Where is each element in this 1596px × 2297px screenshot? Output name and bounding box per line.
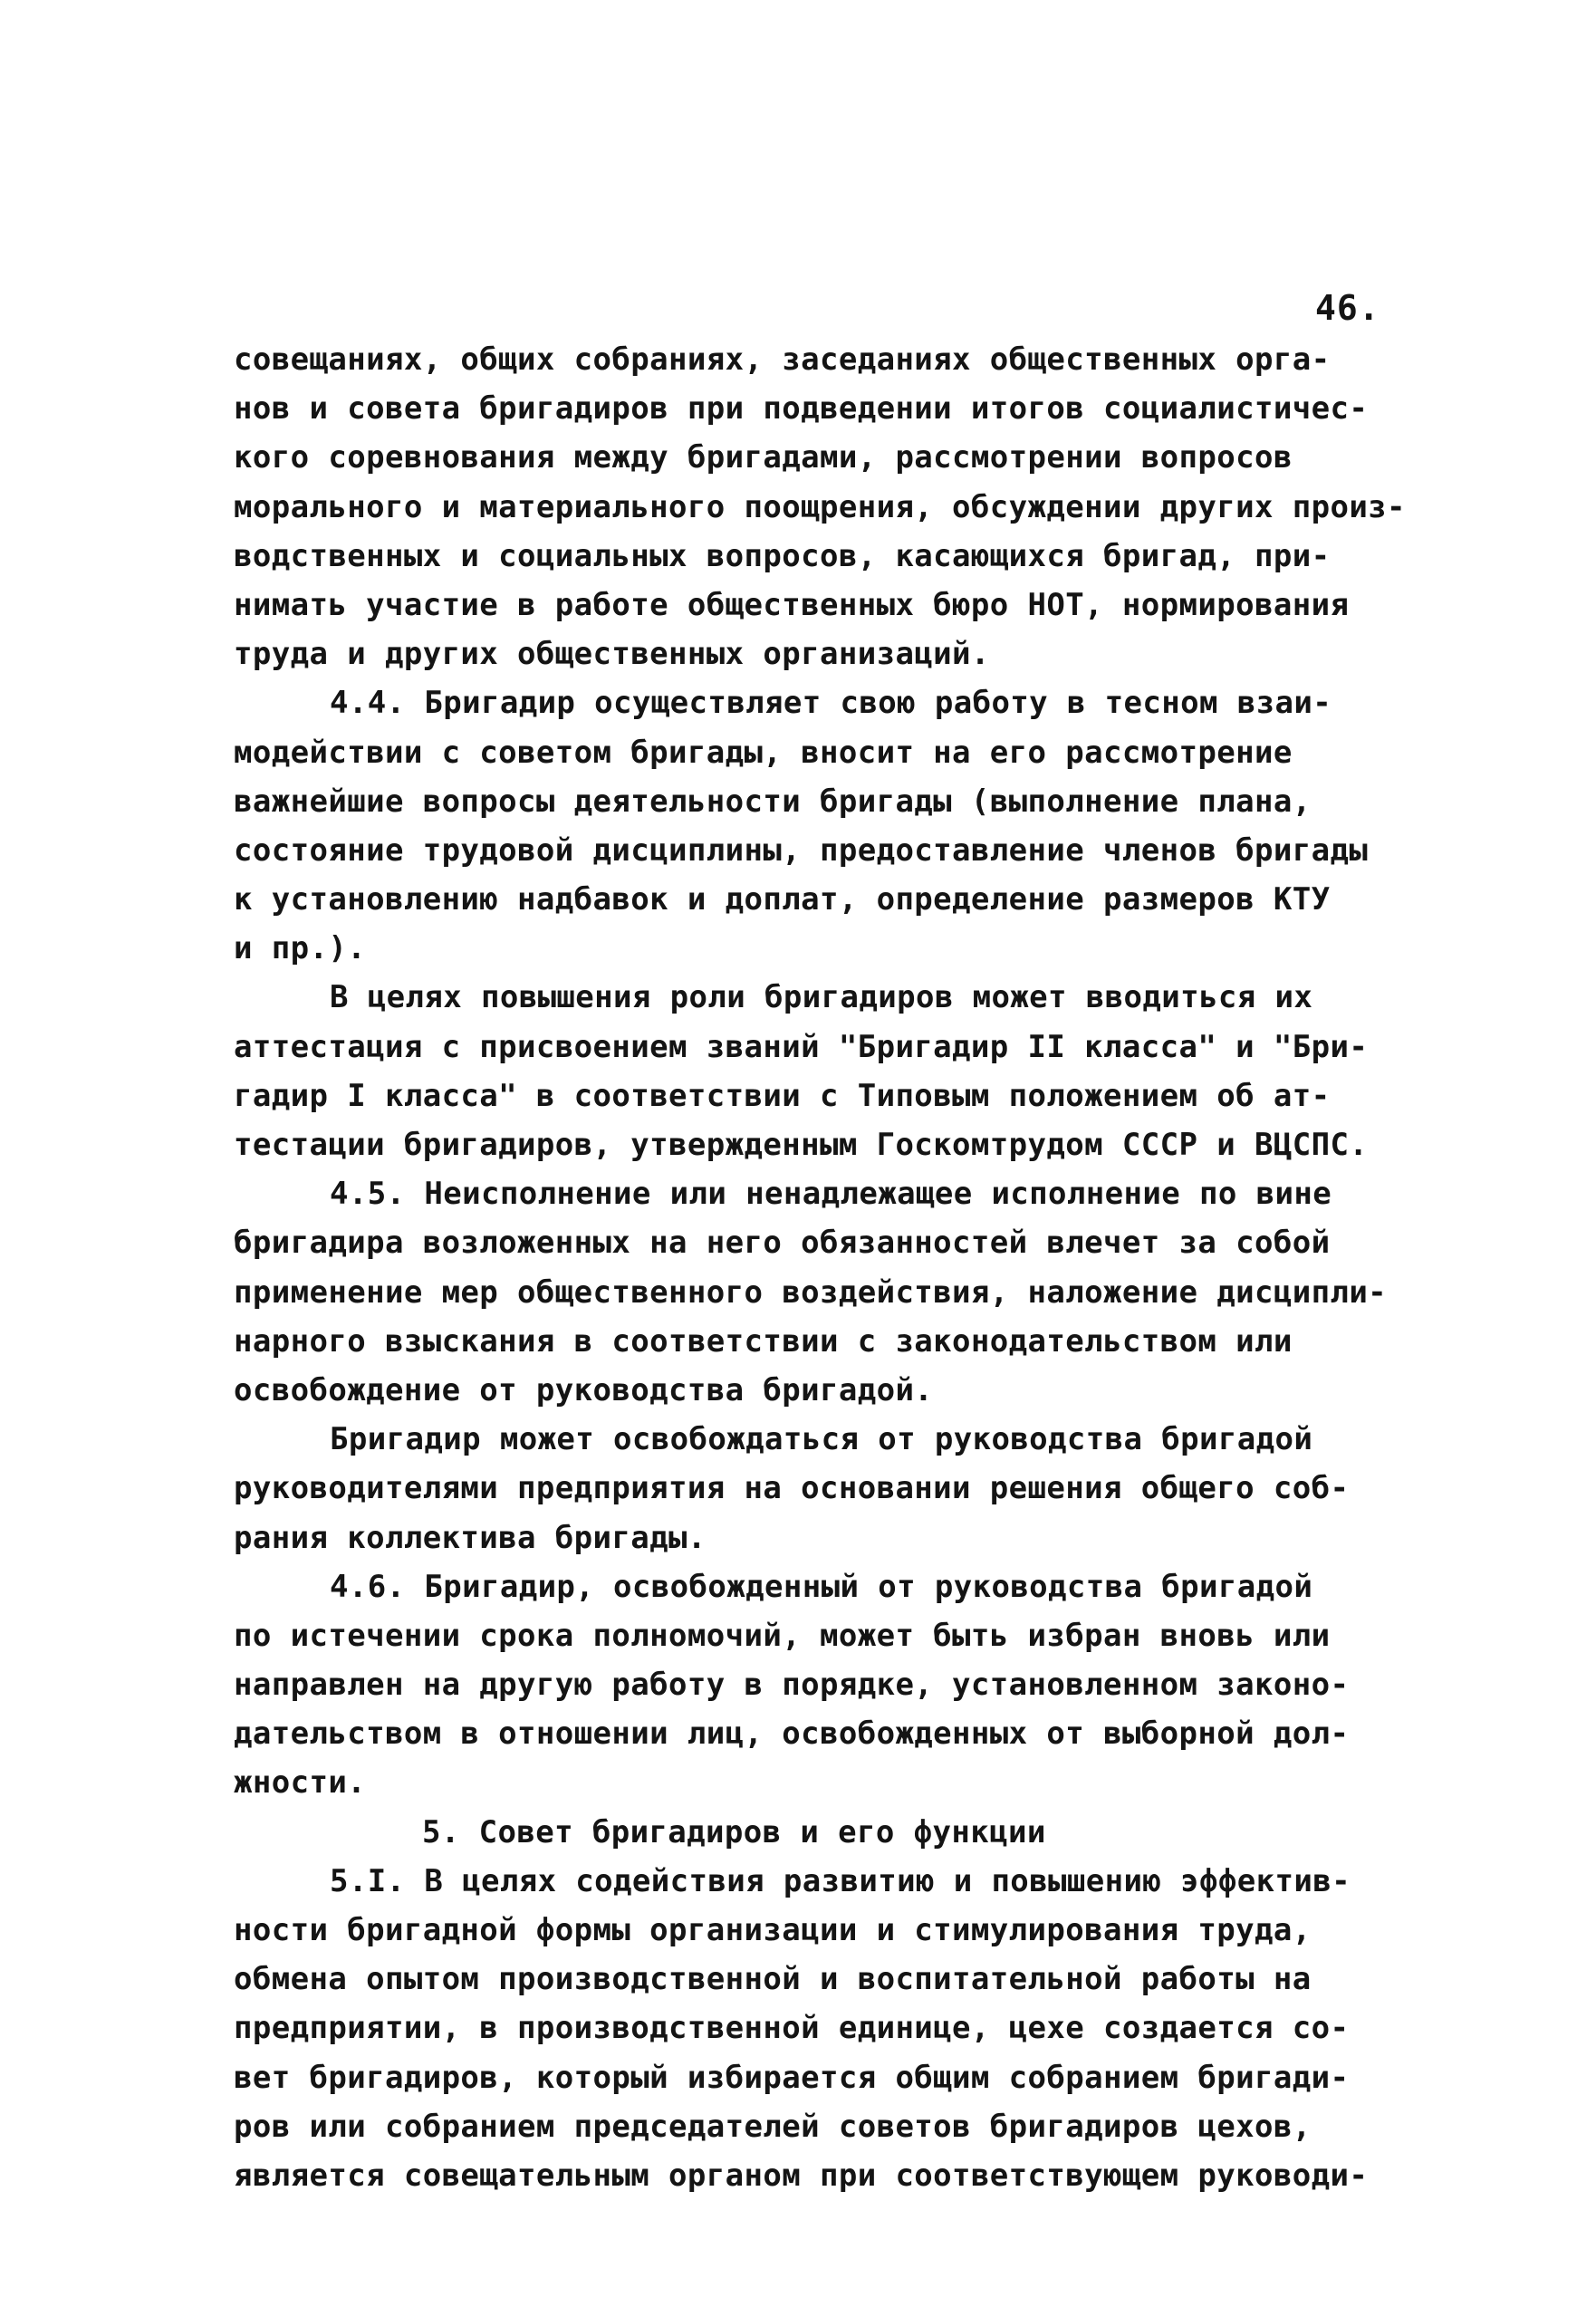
text-line: нов и совета бригадиров при подведении итогов социалистичес- xyxy=(234,390,1369,428)
text-line: модействии с советом бригады, вносит на его рассмотрение xyxy=(234,734,1293,771)
section-heading: 5. Совет бригадиров и его функции xyxy=(422,1813,1046,1850)
text-line: применение мер общественного воздействия, наложение дисципли- xyxy=(234,1273,1388,1311)
text-line: гадир I класса" в соответствии с Типовым положением об ат- xyxy=(234,1077,1331,1114)
text-line: вет бригадиров, который избирается общим собранием бригади- xyxy=(234,2059,1350,2096)
text-line: морального и материального поощрения, обсуждении других произ- xyxy=(234,488,1406,525)
text-line: рания коллектива бригады. xyxy=(234,1519,707,1556)
text-line: совещаниях, общих собраниях, заседаниях общественных орга- xyxy=(234,341,1331,378)
text-line: водственных и социальных вопросов, касающихся бригад, при- xyxy=(234,537,1331,574)
text-line: и пр.). xyxy=(234,930,367,967)
text-line: является совещательным органом при соответствующем руководи- xyxy=(234,2157,1369,2194)
text-line: труда и других общественных организаций. xyxy=(234,636,990,673)
text-line: 4.4. Бригадир осуществляет свою работу в тесном взаи- xyxy=(330,685,1332,722)
text-line: по истечении срока полномочий, может быть избран вновь или xyxy=(234,1617,1331,1654)
text-line: к установлению надбавок и доплат, определение размеров КТУ xyxy=(234,881,1331,918)
text-line: аттестация с присвоением званий "Бригадир II класса" и "Бри- xyxy=(234,1028,1369,1065)
text-line: руководителями предприятия на основании решения общего соб- xyxy=(234,1470,1350,1507)
text-line: нарного взыскания в соответствии с законодательством или xyxy=(234,1322,1293,1360)
text-line: тестации бригадиров, утвержденным Госкомтрудом СССР и ВЦСПС. xyxy=(234,1127,1369,1163)
text-line: направлен на другую работу в порядке, установленном законо- xyxy=(234,1667,1350,1704)
text-line: бригадира возложенных на него обязанностей влечет за собой xyxy=(234,1225,1331,1262)
text-line: дательством в отношении лиц, освобожденных от выборной дол- xyxy=(234,1716,1350,1753)
text-line: жности. xyxy=(234,1764,367,1802)
text-line: состояние трудовой дисциплины, предоставление членов бригады xyxy=(234,831,1369,869)
text-line: 5.I. В целях содействия развитию и повышению эффектив- xyxy=(330,1862,1351,1899)
text-line: обмена опытом производственной и воспитательной работы на xyxy=(234,1961,1312,1998)
text-line: предприятии, в производственной единице, цехе создается со- xyxy=(234,2010,1350,2047)
page-number: 46. xyxy=(1315,288,1380,328)
text-line: ров или собранием председателей советов бригадиров цехов, xyxy=(234,2108,1312,2145)
text-line: кого соревнования между бригадами, рассмотрении вопросов xyxy=(234,439,1293,476)
text-line: нимать участие в работе общественных бюро НОТ, нормирования xyxy=(234,586,1350,623)
text-line: В целях повышения роли бригадиров может вводиться их xyxy=(330,979,1313,1016)
text-line: 4.6. Бригадир, освобожденный от руководства бригадой xyxy=(330,1568,1313,1605)
text-line: освобождение от руководства бригадой. xyxy=(234,1371,934,1408)
text-line: 4.5. Неисполнение или ненадлежащее исполнение по вине xyxy=(330,1176,1332,1213)
text-line: ности бригадной формы организации и стимулирования труда, xyxy=(234,1912,1312,1948)
text-line: Бригадир может освобождаться от руководства бригадой xyxy=(330,1421,1313,1458)
body-text xyxy=(234,335,1538,2200)
text-line: важнейшие вопросы деятельности бригады (выполнение плана, xyxy=(234,783,1312,820)
